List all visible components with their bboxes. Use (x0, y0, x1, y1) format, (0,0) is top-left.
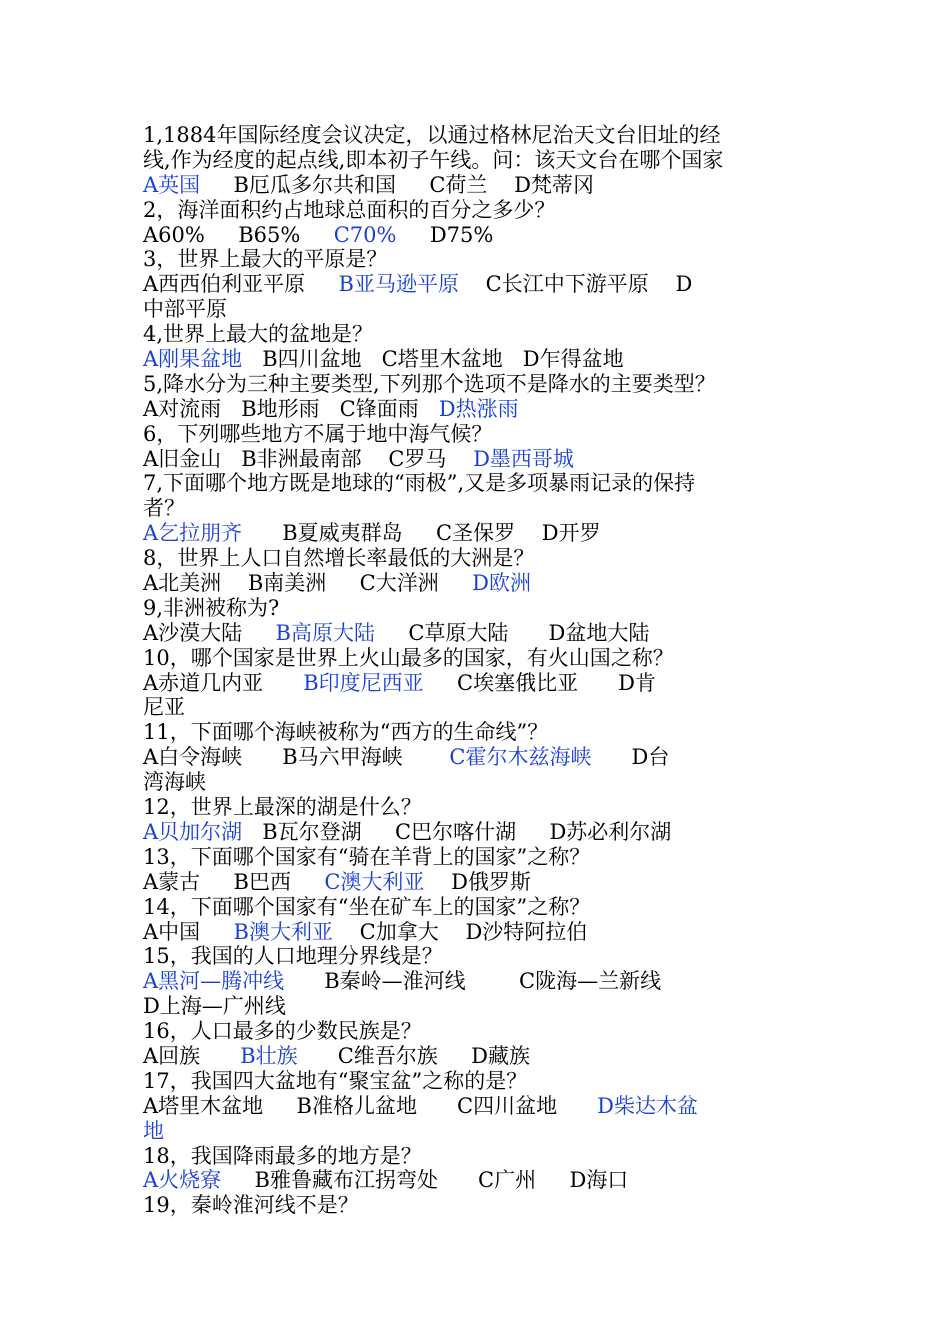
text-segment: C长江中下游平原 D (458, 272, 693, 297)
text-segment: A中国 (143, 919, 234, 944)
text-line (143, 671, 813, 696)
text-line (143, 447, 813, 472)
text-segment: 8，世界上人口自然增长率最低的大洲是？ (143, 546, 535, 571)
text-line (143, 397, 813, 422)
answer-text: B壮族 (240, 1043, 298, 1068)
text-line (143, 969, 813, 994)
text-line (143, 1019, 813, 1044)
text-line (143, 596, 813, 621)
answer-text: C澳大利亚 (324, 869, 425, 894)
text-segment: 2，海洋面积约占地球总面积的百分之多少？ (143, 197, 556, 222)
text-line (143, 1119, 813, 1144)
text-line (143, 372, 813, 397)
text-segment: A赤道几内亚 (143, 670, 304, 695)
text-segment: B夏威夷群岛 C圣保罗 D开罗 (242, 521, 601, 546)
text-segment: A60% B65% (143, 222, 334, 247)
text-segment: 线,作为经度的起点线,即本初子午线。问：该天文台在哪个国家 (143, 147, 724, 172)
text-line (143, 944, 813, 969)
text-segment: 7,下面哪个地方既是地球的“雨极”,又是多项暴雨记录的保持 (143, 471, 696, 496)
answer-text: A火烧寮 (143, 1168, 222, 1193)
text-line (143, 322, 813, 347)
text-segment: 5,降水分为三种主要类型,下列那个选项不是降水的主要类型？ (143, 371, 716, 396)
answer-text: A刚果盆地 (143, 347, 243, 372)
text-segment: B四川盆地 C塔里木盆地 D乍得盆地 (242, 347, 624, 372)
text-line (143, 1193, 813, 1218)
answer-text: B印度尼西亚 (303, 670, 424, 695)
text-line (143, 123, 813, 148)
answer-text: D欧洲 (472, 571, 531, 596)
text-segment: 10，哪个国家是世界上火山最多的国家，有火山国之称？ (143, 645, 674, 670)
text-segment: 6，下列哪些地方不属于地中海气候？ (143, 421, 493, 446)
text-line (143, 1044, 813, 1069)
answer-text: D柴达木盆 (597, 1093, 698, 1118)
text-line (143, 795, 813, 820)
text-segment: D75% (396, 222, 494, 247)
text-segment: A白令海峡 B马六甲海峡 (143, 745, 450, 770)
text-segment: A沙漠大陆 (143, 620, 276, 645)
text-segment: 17，我国四大盆地有“聚宝盆”之称的是？ (143, 1068, 528, 1093)
text-line (143, 1144, 813, 1169)
text-line (143, 1168, 813, 1193)
text-line (143, 521, 813, 546)
text-segment: C维吾尔族 D藏族 (297, 1043, 530, 1068)
text-segment: 4,世界上最大的盆地是？ (143, 322, 374, 347)
text-segment: D台 (591, 745, 670, 770)
text-segment: B雅鲁藏布江拐弯处 C广州 D海口 (221, 1168, 629, 1193)
text-line (143, 770, 813, 795)
text-segment: A塔里木盆地 B准格儿盆地 C四川盆地 (143, 1093, 598, 1118)
text-line (143, 173, 813, 198)
text-line (143, 621, 813, 646)
text-line (143, 297, 813, 322)
text-line (143, 272, 813, 297)
text-segment: A回族 (143, 1043, 241, 1068)
text-line (143, 247, 813, 272)
answer-text: A乞拉朋齐 (143, 521, 243, 546)
text-segment: C草原大陆 D盆地大陆 (374, 620, 650, 645)
answer-text: 地 (143, 1118, 164, 1143)
text-line (143, 695, 813, 720)
answer-text: D热涨雨 (438, 396, 519, 421)
answer-text: D墨西哥城 (473, 446, 574, 471)
text-line (143, 870, 813, 895)
text-segment: 15，我国的人口地理分界线是？ (143, 944, 443, 969)
text-segment: 12，世界上最深的湖是什么？ (143, 795, 422, 820)
text-line (143, 646, 813, 671)
text-segment: A北美洲 B南美洲 C大洋洲 (143, 571, 473, 596)
text-segment: 中部平原 (143, 297, 227, 322)
text-segment: 18，我国降雨最多的地方是？ (143, 1143, 422, 1168)
text-line (143, 148, 813, 173)
text-segment: D俄罗斯 (424, 869, 531, 894)
text-line (143, 422, 813, 447)
answer-text: A贝加尔湖 (143, 819, 243, 844)
text-line (143, 820, 813, 845)
text-line (143, 920, 813, 945)
text-segment: C加拿大 D沙特阿拉伯 (332, 919, 588, 944)
text-segment: B瓦尔登湖 C巴尔喀什湖 D苏必利尔湖 (242, 819, 672, 844)
answer-text: C霍尔木兹海峡 (449, 745, 592, 770)
text-segment: A蒙古 B巴西 (143, 869, 325, 894)
answer-text: B高原大陆 (275, 620, 375, 645)
text-line (143, 1094, 813, 1119)
text-segment: 1,1884年国际经度会议决定，以通过格林尼治天文台旧址的经 (143, 123, 721, 147)
text-segment: 16，人口最多的少数民族是？ (143, 1019, 422, 1044)
text-segment: 者？ (143, 496, 185, 521)
text-line (143, 471, 813, 496)
text-segment: D上海—广州线 (143, 994, 286, 1019)
text-segment: 14，下面哪个国家有“坐在矿车上的国家”之称？ (143, 894, 591, 919)
text-line (143, 1069, 813, 1094)
text-segment: 湾海峡 (143, 770, 206, 795)
text-segment: A旧金山 B非洲最南部 C罗马 (143, 446, 474, 471)
text-line (143, 496, 813, 521)
answer-text: C70% (333, 222, 397, 247)
answer-text: A黑河—腾冲线 (143, 969, 285, 994)
text-segment: 尼亚 (143, 695, 185, 720)
text-segment: A对流雨 B地形雨 C锋面雨 (143, 396, 439, 421)
text-line (143, 198, 813, 223)
text-segment: 11，下面哪个海峡被称为“西方的生命线”？ (143, 720, 549, 745)
text-line (143, 720, 813, 745)
text-line (143, 845, 813, 870)
text-segment: 13，下面哪个国家有“骑在羊背上的国家”之称？ (143, 844, 591, 869)
text-segment: 19，秦岭淮河线不是？ (143, 1193, 359, 1218)
answer-text: B澳大利亚 (233, 919, 333, 944)
text-line (143, 347, 813, 372)
text-segment: A西西伯利亚平原 (143, 272, 339, 297)
text-line (143, 223, 813, 248)
quiz-content (143, 123, 813, 1218)
text-segment: 9,非洲被称为? (143, 595, 280, 620)
text-line (143, 546, 813, 571)
text-line (143, 571, 813, 596)
answer-text: B亚马逊平原 (338, 272, 459, 297)
text-segment: C埃塞俄比亚 D肯 (423, 670, 656, 695)
text-line (143, 745, 813, 770)
answer-text: A英国 (143, 172, 201, 197)
text-segment: B厄瓜多尔共和国 C荷兰 D梵蒂冈 (200, 172, 594, 197)
text-line (143, 994, 813, 1019)
text-segment: B秦岭—淮河线 C陇海—兰新线 (284, 969, 662, 994)
text-segment: 3，世界上最大的平原是？ (143, 247, 388, 272)
text-line (143, 895, 813, 920)
